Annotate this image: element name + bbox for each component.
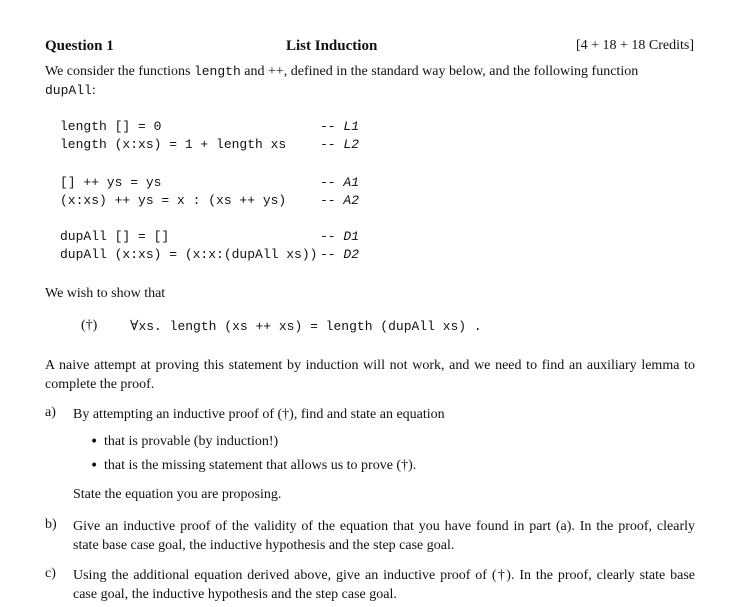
intro-text-2: and ++, defined in the standard way below, and the following function	[240, 64, 639, 79]
bullet-dot: •	[90, 458, 99, 474]
part-b-text: Give an inductive proof of the validity of the equation that you have found in part (a). In the proof, clearly state base case goal, the inductive hypothesis and the step case goal.	[73, 519, 695, 553]
code-line: (x:xs) ++ ys = x : (xs ++ ys)	[60, 193, 287, 208]
intro-fn-dupall: dupAll	[45, 83, 92, 98]
code-line: [] ++ ys = ys	[60, 175, 162, 190]
naive-paragraph: A naive attempt at proving this statement by induction will not work, and we need to find an auxiliary lemma to complete the proof.	[45, 358, 695, 392]
part-c-letter: c)	[45, 566, 56, 581]
code-line: length [] = 0	[60, 119, 162, 134]
code-tag: -- L2	[320, 137, 360, 152]
question-label: Question 1	[45, 38, 114, 54]
question-title: List Induction	[286, 38, 378, 54]
code-tag: -- A1	[320, 175, 360, 190]
wish-text: We wish to show that	[45, 286, 166, 301]
intro-text-3: :	[91, 83, 96, 98]
statement-formula	[130, 318, 482, 335]
statement-label: (†)	[81, 318, 98, 333]
code-tag: -- D1	[320, 229, 360, 244]
intro-paragraph	[45, 62, 695, 100]
part-a-letter: a)	[45, 405, 56, 420]
part-b-letter: b)	[45, 517, 57, 532]
code-tag: -- A2	[320, 193, 360, 208]
code-tag: -- D2	[320, 247, 360, 262]
code-line: dupAll [] = []	[60, 229, 170, 244]
intro-text-1: We consider the functions	[45, 64, 194, 79]
part-a-followup: State the equation you are proposing.	[73, 487, 282, 502]
forall-symbol: ∀	[130, 319, 139, 334]
credits-label: [4 + 18 + 18 Credits]	[575, 38, 694, 53]
code-tag: -- L1	[320, 119, 360, 134]
bullet-dot: •	[90, 434, 99, 450]
part-a-text: By attempting an inductive proof of (†), find and state an equation	[73, 407, 445, 422]
bullet-item: that is the missing statement that allows us to prove (†).	[104, 458, 417, 473]
code-line: length (x:xs) = 1 + length xs	[60, 137, 287, 152]
bullet-item: that is provable (by induction!)	[104, 434, 279, 449]
statement-text: xs. length (xs ++ xs) = length (dupAll xs) .	[138, 319, 482, 334]
intro-fn-length: length	[193, 64, 241, 79]
part-c-text: Using the additional equation derived above, give an inductive proof of (†). In the proof, clearly state base case goal, the inductive hypothesis and the step case goal.	[73, 568, 695, 602]
code-line: dupAll (x:xs) = (x:x:(dupAll xs))	[60, 247, 318, 262]
